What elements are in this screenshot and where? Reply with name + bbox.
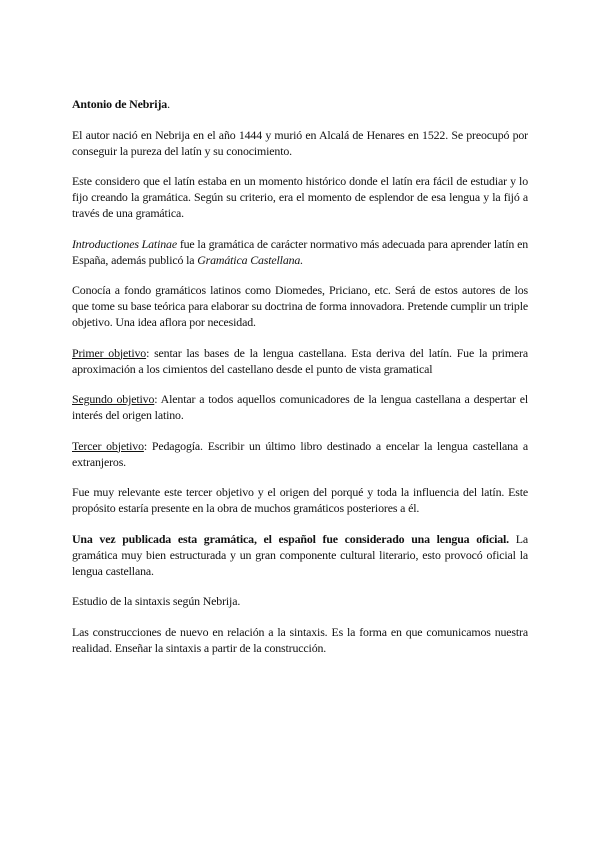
first-objective-text: : sentar las bases de la lengua castellana. Esta deriva del latín. Fue la primera aproximación a los cimientos del castellano desde el punto de vista gramatical <box>72 345 528 376</box>
paragraph-grammarians: Conocía a fondo gramáticos latinos como Diomedes, Priciano, etc. Será de estos autores de los que tome su base teórica para elaborar su doctrina de forma innovadora. Pretende cumplir un triple objetivo. Una idea aflora por necesidad. <box>72 283 528 329</box>
heading-author-name: Antonio de Nebrija <box>72 97 168 111</box>
paragraph-constructions: Las construcciones de nuevo en relación a la sintaxis. Es la forma en que comunicamos nuestra realidad. Enseñar la sintaxis a partir de la construcción. <box>72 624 528 655</box>
paragraph-third-objective <box>72 438 528 470</box>
first-objective-label: Primer objetivo <box>72 345 147 360</box>
paragraph-syntax-study: Estudio de la sintaxis según Nebrija. <box>72 594 241 608</box>
second-objective-label: Segundo objetivo <box>72 392 155 406</box>
paragraph-introductiones-text: fue la gramática de carácter normativo más adecuada para aprender latín en España, además publicó la <box>72 236 528 267</box>
second-objective-text: : Alentar a todos aquellos comunicadores de la lengua castellana a despertar el interés del origen latino. <box>72 392 528 422</box>
official-language-text: La gramática muy bien estructurada y un gran componente cultural literario, esto provocó oficial la lengua castellana. <box>72 531 528 578</box>
third-objective-label: Tercer objetivo <box>72 438 144 453</box>
document-heading <box>72 96 528 112</box>
work-title-gramatica: Gramática Castellana. <box>197 252 304 267</box>
paragraph-second-objective <box>72 391 528 423</box>
document-page <box>72 96 528 670</box>
third-objective-text: : Pedagogía. Escribir un último libro destinado a encelar la lengua castellana a extranjeros. <box>72 438 528 469</box>
paragraph-latin-moment: Este considero que el latín estaba en un momento histórico donde el latín era fácil de estudiar y lo fijo creando la gramática. Según su criterio, era el momento de esplendor de esa lengua y la fijó a través de una gramática. <box>72 174 528 220</box>
paragraph-first-objective <box>72 345 528 377</box>
paragraph-relevance: Fue muy relevante este tercer objetivo y el origen del porqué y toda la influencia del latín. Este propósito estaría presente en la obra de muchos gramáticos posteriores a él. <box>72 485 528 515</box>
work-title-introductiones: Introductiones Latinae <box>72 236 177 251</box>
paragraph-introductiones <box>72 236 528 268</box>
paragraph-biography: El autor nació en Nebrija en el año 1444 y murió en Alcalá de Henares en 1522. Se preocupó por conseguir la pureza del latín y su conocimiento. <box>72 127 528 158</box>
official-language-statement: Una vez publicada esta gramática, el español fue considerado una lengua oficial. <box>72 531 510 546</box>
paragraph-official-language <box>72 531 528 579</box>
heading-period: . <box>167 97 170 111</box>
